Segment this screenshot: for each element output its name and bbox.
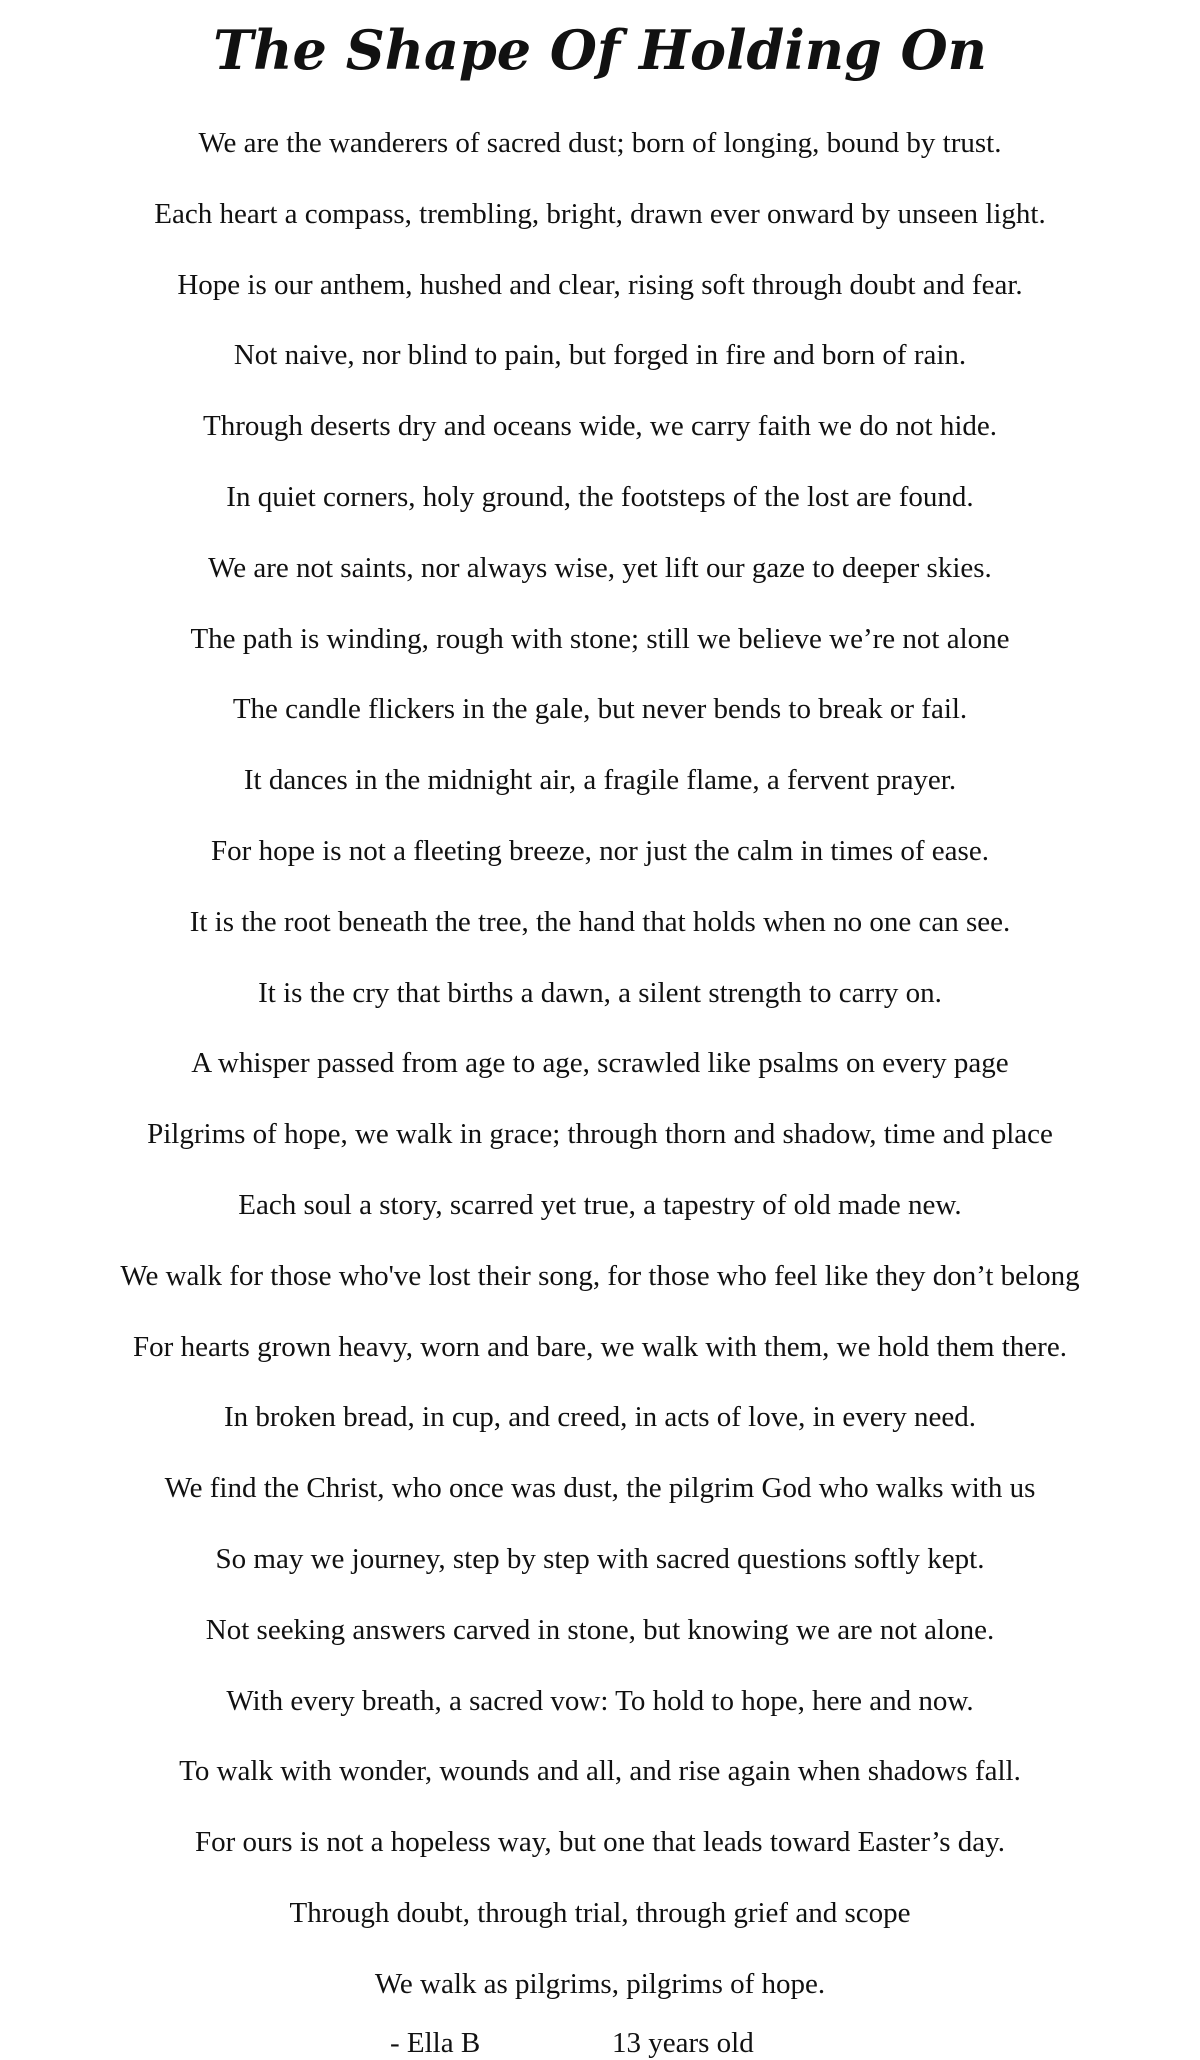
- author-name: - Ella B: [390, 2027, 481, 2059]
- poem-line: The candle flickers in the gale, but never bends to break or fail.: [232, 693, 968, 726]
- poem-line: To walk with wonder, wounds and all, and rise again when shadows fall.: [179, 1755, 1021, 1788]
- poem-line: We walk as pilgrims, pilgrims of hope.: [374, 1967, 826, 2000]
- poem-line: We find the Christ, who once was dust, the pilgrim God who walks with us: [164, 1472, 1036, 1505]
- poem-line: For hope is not a fleeting breeze, nor just the calm in times of ease.: [211, 834, 989, 867]
- poem-line: Not naive, nor blind to pain, but forged in fire and born of rain.: [233, 339, 967, 372]
- poem-line: Hope is our anthem, hushed and clear, rising soft through doubt and fear.: [177, 268, 1023, 301]
- poem-line: It is the cry that births a dawn, a silent strength to carry on.: [258, 976, 942, 1009]
- signature: [0, 2026, 1200, 2060]
- poem-line: Pilgrims of hope, we walk in grace; through thorn and shadow, time and place: [147, 1118, 1053, 1151]
- poem-title: The Shape Of Holding On: [213, 18, 987, 82]
- poem-line: So may we journey, step by step with sacred questions softly kept.: [215, 1542, 985, 1575]
- poem-line: For hearts grown heavy, worn and bare, we walk with them, we hold them there.: [133, 1330, 1067, 1363]
- poem-line: The path is winding, rough with stone; still we believe we’re not alone: [190, 622, 1010, 655]
- author-age: 13 years old: [612, 2027, 754, 2059]
- poem-line: Each heart a compass, trembling, bright, drawn ever onward by unseen light.: [154, 197, 1046, 230]
- poem-line: It is the root beneath the tree, the hand that holds when no one can see.: [189, 905, 1011, 938]
- poem-line: With every breath, a sacred vow: To hold to hope, here and now.: [226, 1684, 974, 1717]
- poem-line: Not seeking answers carved in stone, but knowing we are not alone.: [205, 1613, 995, 1646]
- poem-line: Through deserts dry and oceans wide, we carry faith we do not hide.: [202, 410, 998, 443]
- poem-line: In broken bread, in cup, and creed, in acts of love, in every need.: [223, 1401, 977, 1434]
- poem-line: In quiet corners, holy ground, the footsteps of the lost are found.: [226, 480, 974, 513]
- poem-line: We are the wanderers of sacred dust; born of longing, bound by trust.: [198, 127, 1002, 159]
- poem-body: [0, 118, 1200, 2030]
- poem-line: A whisper passed from age to age, scrawled like psalms on every page: [191, 1047, 1009, 1080]
- poem-line: Each soul a story, scarred yet true, a tapestry of old made new.: [238, 1188, 962, 1221]
- poem-line: Through doubt, through trial, through grief and scope: [289, 1896, 911, 1929]
- poem-line: We are not saints, nor always wise, yet lift our gaze to deeper skies.: [208, 551, 992, 584]
- poem-line: We walk for those who've lost their song, for those who feel like they don’t belong: [120, 1259, 1080, 1292]
- poem-line: It dances in the midnight air, a fragile flame, a fervent prayer.: [243, 764, 957, 797]
- poem-line: For ours is not a hopeless way, but one that leads toward Easter’s day.: [195, 1826, 1005, 1859]
